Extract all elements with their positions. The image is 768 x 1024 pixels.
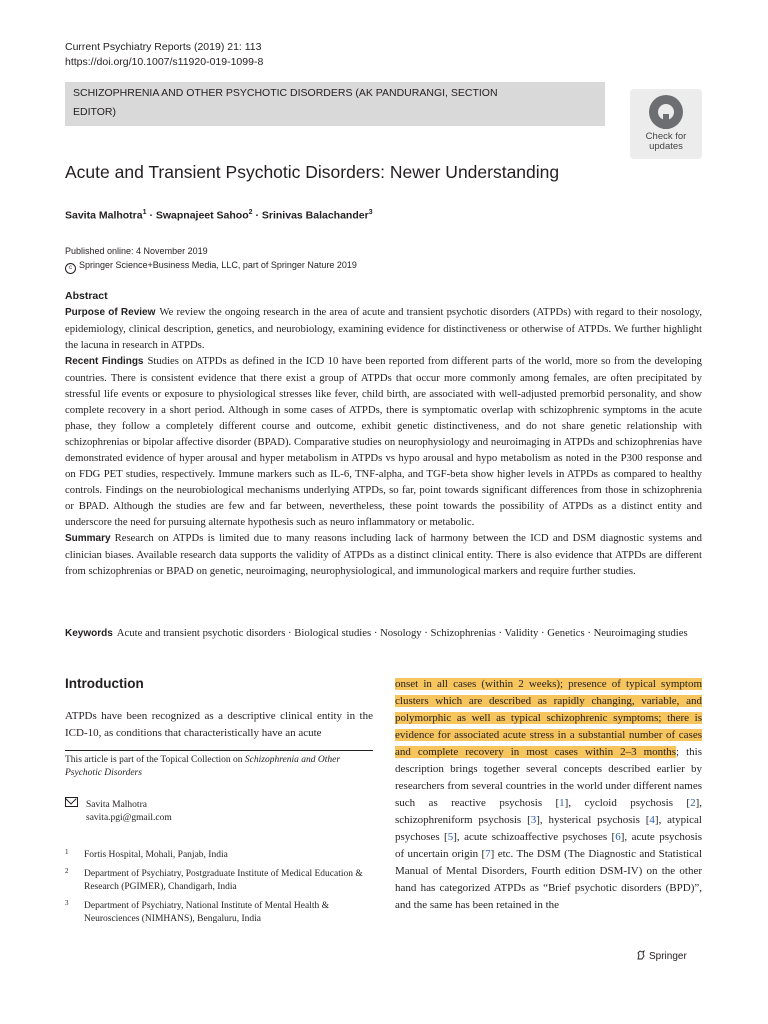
citation-link[interactable]: 3 xyxy=(530,814,537,826)
summary-text: Research on ATPDs is limited due to many reasons including lack of harmony between the ICD and DSM diagnostic systems and clinician biases. Available research data supports the validity of ATPDs as a distinct clinical entity. There is also evidence that ATPDs are different from schizophrenias or BPAD on genetic, neuroimaging, neurophysiological, and immunological markers and require further studies. xyxy=(65,532,702,577)
keywords-text: Acute and transient psychotic disorders · Biological studies · Nosology · Schizophrenias · Validity · Genetics · Neuroimaging studies xyxy=(116,627,688,639)
body-text: ] etc. The DSM (The Diagnostic and Statistical Manual of Mental Disorders, Fourth edition DSM-IV) on the other hand has categorized ATPDs as “Brief psychotic disorders (BPD)”, and the same has been retained in the xyxy=(395,848,702,911)
author-affil-sup: 2 xyxy=(248,209,253,216)
abstract-summary xyxy=(65,530,702,579)
affiliation-text: Fortis Hospital, Mohali, Panjab, India xyxy=(84,850,228,860)
citation-link[interactable]: 5 xyxy=(447,831,454,843)
journal-header xyxy=(65,40,263,70)
introduction-heading: Introduction xyxy=(65,676,144,691)
check-updates-label-1: Check for xyxy=(645,131,687,142)
section-line-2: EDITOR) xyxy=(73,106,116,118)
topical-prefix: This article is part of the Topical Collection on xyxy=(65,755,243,765)
abstract xyxy=(65,288,702,579)
copyright-line xyxy=(65,258,357,274)
contact-email[interactable]: savita.pgi@gmail.com xyxy=(86,813,172,823)
author-name[interactable]: Srinivas Balachander xyxy=(261,209,369,222)
affiliation-text: Department of Psychiatry, National Institute of Mental Health & Neurosciences (NIMHANS), Bengaluru, India xyxy=(84,901,330,924)
footnote-divider xyxy=(65,750,373,751)
citation-link[interactable]: 7 xyxy=(485,848,491,860)
highlighted-passage: onset in all cases (within 2 weeks); presence of typical symptom clusters which are described as rapidly changing, variable, and polymorphic as well as typical schizophrenic symptoms; there is evidence for associated acute stress in a substantial number of cases and complete recovery in most cases within 2–3 months xyxy=(395,678,702,758)
topical-collection-name: Schizophrenia and Other Psychotic Disorders xyxy=(65,755,341,778)
introduction-text-left: ATPDs have been recognized as a descriptive clinical entity in the ICD-10, as conditions that characteristically have an acute xyxy=(65,710,373,739)
check-updates-icon xyxy=(649,95,683,129)
affiliation-number: 1 xyxy=(65,848,69,856)
affiliation xyxy=(65,900,365,926)
body-text: ], schizophreniform psychosis [ xyxy=(395,797,702,826)
copyright-icon: c xyxy=(65,263,76,274)
findings-text: Studies on ATPDs as defined in the ICD 10 have been reported from different parts of the world, more so from the developing countries. There is consistent evidence that there exist a group of ATPDs that occur more commonly among females, are often precipitated by stressful life events or exposure to physiological stresses like fever, child birth, are associated with well-adjusted premorbid personality, and show complete recovery in a short period. Although in some cases of ATPDs, there is symptomatic overlap with schizophrenic symptoms in the acute phase, they follow a completely different course and outcome, exhibit genetic distinctiveness, and do not share genetic relationship with schizophrenias or bipolar affective disorder (BPAD). Comparative studies on neurophysiology and neuroimaging in ATPDs and schizophrenias have demonstrated evidence of hyper arousal and hyper metabolism in ATPDs vs hypo arousal and hypo metabolism as noted in the P300 response and on FDG PET studies, respectively. Immune markers such as IL-6, TNF-alpha, and TGF-beta show higher levels in ATPDs as compared to healthy controls. Findings on the neurobiological mechanisms underlying ATPDs, so far, point towards significant differences from those in schizophrenia or BPAD. Although the studies are few and far between, nevertheless, these point towards the possibility of ATPDs as a distinct entity and underscore the need for pursuing alternate hypothesis such as neuro inflammatory or metabolic. xyxy=(65,355,702,528)
corresponding-author xyxy=(65,797,172,825)
abstract-purpose xyxy=(65,304,702,353)
citation-link[interactable]: 4 xyxy=(649,814,655,826)
citation-link[interactable]: 2 xyxy=(690,797,696,809)
abstract-findings xyxy=(65,353,702,530)
affiliation-text: Department of Psychiatry, Postgraduate Institute of Medical Education & Research (PGIMER), Chandigarh, India xyxy=(84,869,363,892)
body-text: ], acute schizoaffective psychoses [ xyxy=(453,831,616,843)
affiliation-number: 3 xyxy=(65,899,69,907)
citation-link[interactable]: 6 xyxy=(615,831,621,843)
summary-label: Summary xyxy=(65,533,111,544)
affiliation-number: 2 xyxy=(65,867,69,875)
section-line-1: SCHIZOPHRENIA AND OTHER PSYCHOTIC DISORDERS (AK PANDURANGI, SECTION xyxy=(73,87,498,99)
purpose-label: Purpose of Review xyxy=(65,307,156,318)
author-list xyxy=(65,205,373,224)
author-affil-sup: 3 xyxy=(368,209,373,216)
affiliation xyxy=(65,868,365,894)
article-title: Acute and Transient Psychotic Disorders: Newer Understanding xyxy=(65,162,560,182)
body-text: ], cycloid psychosis [ xyxy=(564,797,691,809)
check-updates-label-2: updates xyxy=(649,141,683,152)
findings-label: Recent Findings xyxy=(65,356,144,367)
keywords xyxy=(65,625,702,642)
introduction-text-right xyxy=(395,676,702,914)
abstract-heading: Abstract xyxy=(65,290,108,302)
keywords-label: Keywords xyxy=(65,628,113,639)
author-affil-sup: 1 xyxy=(142,209,147,216)
author-name[interactable]: Savita Malhotra xyxy=(65,209,143,222)
author-separator: · xyxy=(149,209,153,222)
section-band xyxy=(65,82,605,126)
publisher-logo xyxy=(636,950,687,962)
affiliation xyxy=(65,849,365,862)
journal-citation: Current Psychiatry Reports (2019) 21: 113 xyxy=(65,41,262,53)
body-text: ], acute psychosis of uncertain origin [ xyxy=(395,831,702,860)
copyright-text: Springer Science+Business Media, LLC, part of Springer Nature 2019 xyxy=(79,260,357,270)
doi-link[interactable]: https://doi.org/10.1007/s11920-019-1099-8 xyxy=(65,56,264,68)
author-name[interactable]: Swapnajeet Sahoo xyxy=(155,209,249,222)
topical-collection-note xyxy=(65,754,373,780)
check-for-updates-button[interactable] xyxy=(630,89,702,159)
author-separator: · xyxy=(255,209,259,222)
citation-link[interactable]: 1 xyxy=(559,797,565,809)
publication-info xyxy=(65,244,357,274)
body-text: ; this description brings together several concepts described earlier by researchers from several countries in the world under different names such as reactive psychosis [ xyxy=(395,746,702,809)
envelope-icon xyxy=(65,797,78,807)
published-date: Published online: 4 November 2019 xyxy=(65,246,208,256)
purpose-text: We review the ongoing research in the area of acute and transient psychotic disorders (ATPDs) with regard to their nosology, epidemiology, clinical description, genetics, and neurobiology, examining evidence for distinctiveness or otherwise of ATPDs. We further highlight the lacuna in research in ATPDs. xyxy=(65,306,702,351)
springer-horse-icon xyxy=(636,950,646,960)
publisher-name: Springer xyxy=(649,951,687,962)
body-text: ], hysterical psychosis [ xyxy=(536,814,650,826)
contact-name: Savita Malhotra xyxy=(86,800,147,810)
body-text: ], atypical psychoses [ xyxy=(395,814,702,843)
